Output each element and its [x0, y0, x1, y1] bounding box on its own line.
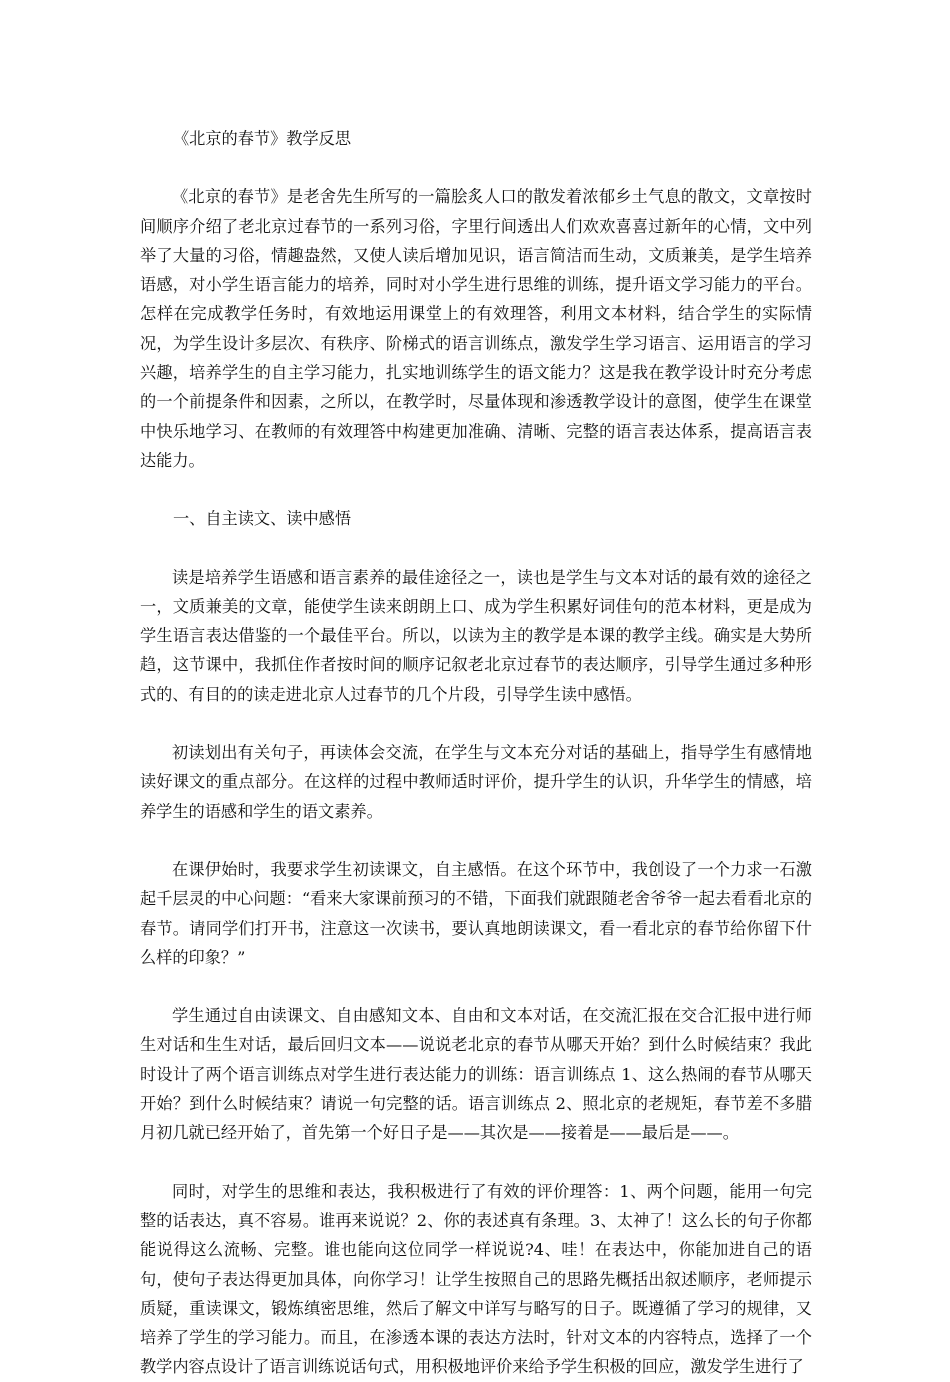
intro-paragraph: 《北京的春节》是老舍先生所写的一篇脍炙人口的散发着浓郁乡土气息的散文，文章按时间顺序介绍了老北京过春节的一系列习俗，字里行间透出人们欢欢喜喜过新年的心情，文中列举了大量的习俗，情趣盎然，又使人读后增加见识，语言简洁而生动，文质兼美，是学生培养语感，对小学生语言能力的培养，同时对小学生进行思维的训练，提升语文学习能力的平台。怎样在完成教学任务时，有效地运用课堂上的有效理答，利用文本材料，结合学生的实际情况，为学生设计多层次、有秩序、阶梯式的语言训练点，激发学生学习语言、运用语言的学习兴趣，培养学生的自主学习能力，扎实地训练学生的语文能力？这是我在教学设计时充分考虑的一个前提条件和因素，之所以，在教学时，尽量体现和渗透教学设计的意图，使学生在课堂中快乐地学习、在教师的有效理答中构建更加准确、清晰、完整的语言表达体系，提高语言表达能力。 [140, 187, 812, 470]
body-paragraph: 初读划出有关句子，再读体会交流，在学生与文本充分对话的基础上，指导学生有感情地读好课文的重点部分。在这样的过程中教师适时评价，提升学生的认识，升华学生的情感，培养学生的语感和学生的语文素养。 [140, 743, 812, 821]
body-paragraph: 在课伊始时，我要求学生初读课文，自主感悟。在这个环节中，我创设了一个力求一石激起千层灵的中心问题：“看来大家课前预习的不错，下面我们就跟随老舍爷爷一起去看看北京的春节。请同学们打开书，注意这一次读书，要认真地朗读课文，看一看北京的春节给你留下什么样的印象？” [140, 859, 812, 967]
document-title: 《北京的春节》教学反思 [173, 129, 352, 148]
body-paragraph: 读是培养学生语感和语言素养的最佳途径之一，读也是学生与文本对话的最有效的途径之一，文质兼美的文章，能使学生读来朗朗上口、成为学生积累好词佳句的范本材料，更是成为学生语言表达借鉴的一个最佳平台。所以，以读为主的教学是本课的教学主线。确实是大势所趋，这节课中，我抓住作者按时间的顺序记叙老北京过春节的表达顺序，引导学生通过多种形式的、有目的的读走进北京人过春节的几个片段，引导学生读中感悟。 [140, 567, 812, 704]
document-body [140, 124, 812, 1382]
body-paragraph: 同时，对学生的思维和表达，我积极进行了有效的评价理答：1、两个问题，能用一句完整的话表达，真不容易。谁再来说说？2、你的表述真有条理。3、太神了！这么长的句子你都能说得这么流畅、完整。谁也能向这位同学一样说说?4、哇！在表达中，你能加进自己的语句，使句子表达得更加具体，向你学习！让学生按照自己的思路先概括出叙述顺序，老师提示质疑，重读课文，锻炼缜密思维，然后了解文中详写与略写的日子。既遵循了学习的规律，又培养了学生的学习能力。而且，在渗透本课的表达方法时，针对文本的内容特点，选择了一个教学内容点设计了语言训练说话句式，用积极地评价来给予学生积极的回应，激发学生进行了 [140, 1181, 812, 1377]
body-paragraph: 学生通过自由读课文、自由感知文本、自由和文本对话，在交流汇报在交合汇报中进行师生对话和生生对话，最后回归文本——说说老北京的春节从哪天开始？到什么时候结束？我此时设计了两个语言训练点对学生进行表达能力的训练：语言训练点 1、这么热闹的春节从哪天开始？到什么时候结束？请说一句完整的话。语言训练点 2、照北京的老规矩，春节差不多腊月初几就已经开始了，首先第一个好日子是——其次是——接着是——最后是——。 [140, 1006, 812, 1143]
section-heading-1: 一、自主读文、读中感悟 [173, 509, 352, 529]
